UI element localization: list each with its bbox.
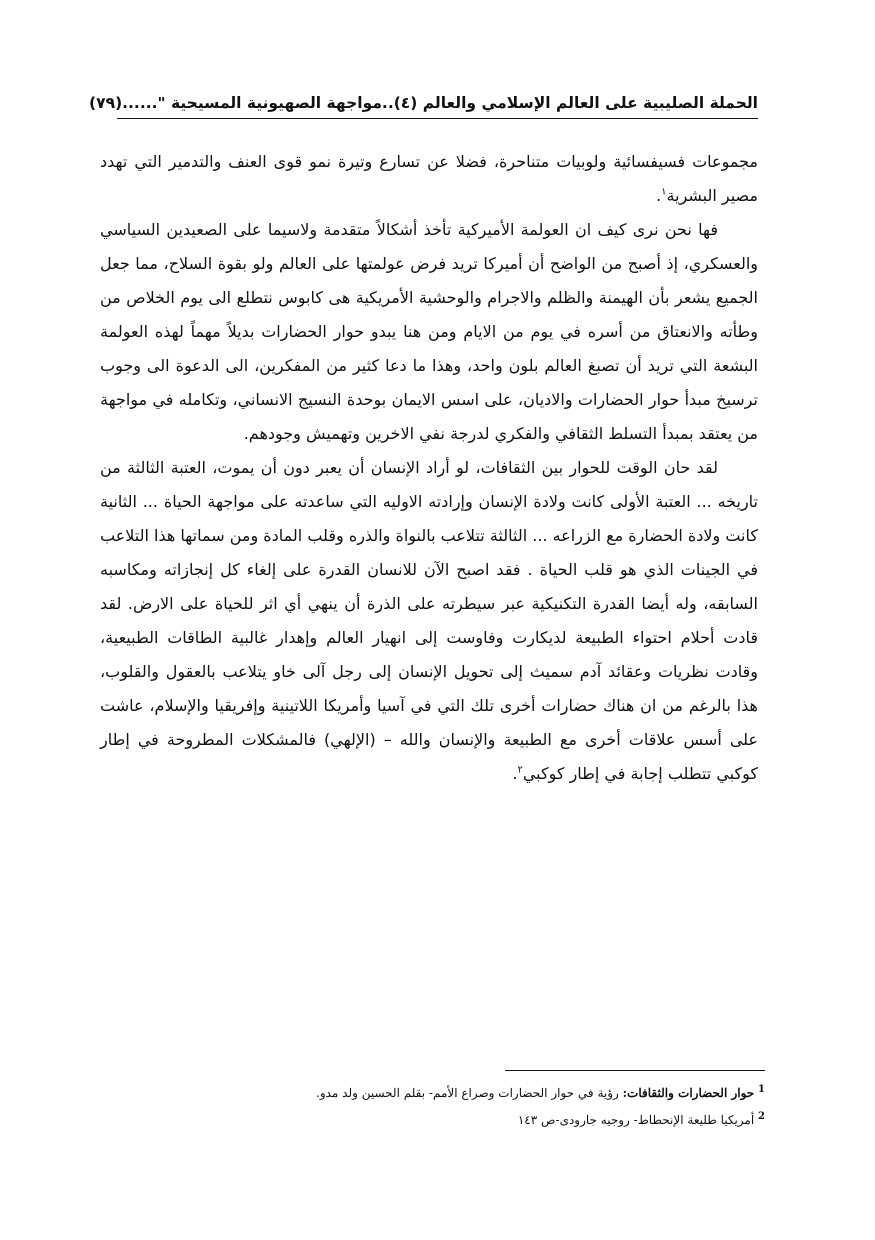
running-header	[89, 88, 758, 118]
header-title: الحملة الصليبية على العالم الإسلامي والعالم (٤)..مواجهة الصهيونية المسيحية "......	[122, 94, 758, 112]
footnote-2-text: أمريكيا طليعة الإنحطاط- روجيه جارودى-ص ١٤٣	[517, 1113, 755, 1127]
paragraph-3-text: لقد حان الوقت للحوار بين الثقافات، لو أراد الإنسان أن يعبر دون أن يموت، العتبة الثالثة من تاريخه ... العتبة الأولى كانت ولادة الإنسان وإرادته الاوليه التي ساعدته على مواجهة الحياة ... الثانية كانت ولادة الحضارة مع الزراعه ... الثالثة تتلاعب بالنواة والذره وقلب المادة ومن سماتها هذا التلاعب في الجينات الذي هو قلب الحياة . فقد اصبح الآن للانسان القدرة على إلغاء كل إنجازاته ومكاسبه السابقه، وله أيضا القدرة التكنيكية عبر سيطرته على الذرة أن ينهي أي اثر للحياة على الارض. لقد قادت أحلام احتواء الطبيعة لديكارت وفاوست إلى انهيار العالم وإهدار غالبية الطاقات الطبيعية، وقادت نظريات وعقائد آدم سميث إلى تحويل الإنسان إلى رجل آلى خاو يتلاعب بالعقول والقلوب، هذا بالرغم من ان هناك حضارات أخرى تلك التي في آسيا وأمريكا اللاتينية وإفريقيا والإسلام، عاشت على أسس علاقات أخرى مع الطبيعة والإنسان والله – (الإلهي) فالمشكلات المطروحة في إطار كوكبي تتطلب إجابة في إطار كوكبي	[100, 458, 758, 783]
body-text	[100, 145, 758, 791]
paragraph-1-end: .	[656, 186, 662, 205]
footnote-1	[170, 1078, 765, 1105]
paragraph-3-end: .	[512, 764, 518, 783]
footnote-1-text: رؤية في حوار الحضارات وصراع الأمم- بقلم الحسين ولد مدو.	[316, 1086, 623, 1100]
paragraph-1-text: مجموعات فسيفسائية ولوبيات متناحرة، فضلا عن تسارع وتيرة نمو قوى العنف والتدمير التي تهدد مصير البشرية	[100, 152, 758, 205]
footnote-2-number: 2	[758, 1111, 765, 1122]
footnote-1-title: حوار الحضارات والثقافات:	[622, 1086, 755, 1100]
paragraph-1	[100, 145, 758, 213]
footnote-ref-1: ١	[661, 186, 667, 198]
paragraph-2: فها نحن نرى كيف ان العولمة الأميركية تأخذ أشكالاً متقدمة ولاسيما على الصعيدين السياسي والعسكري، إذ أصبح من الواضح أن أميركا تريد فرض عولمتها على العالم ولو بقوة السلاح، مما جعل الجميع يشعر بأن الهيمنة والظلم والاجرام والوحشية الأمريكية هى كابوس نتطلع الى يوم الخلاص من وطأته والانعتاق من أسره في يوم من الايام ومن هنا يبدو حوار الحضارات بديلاً مهماً لهذه العولمة البشعة التي تريد أن تصبغ العالم بلون واحد، وهذا ما دعا كثير من المفكرين، الى الدعوة الى وجوب ترسيخ مبدأ حوار الحضارات والاديان، على اسس الايمان بوحدة النسيج الانساني، وتكامله في مواجهة من يعتقد بمبدأ التسلط الثقافي والفكري لدرجة نفي الاخرين وتهميش وجودهم.	[100, 220, 758, 443]
page-number: (٧٩)	[89, 94, 123, 112]
footnote-divider	[505, 1070, 765, 1071]
footnote-1-number: 1	[758, 1084, 765, 1095]
footnotes	[170, 1078, 765, 1132]
footnote-2	[170, 1105, 765, 1132]
paragraph-3	[100, 451, 758, 791]
header-divider	[117, 118, 758, 119]
footnote-ref-2: ٢	[517, 764, 523, 776]
